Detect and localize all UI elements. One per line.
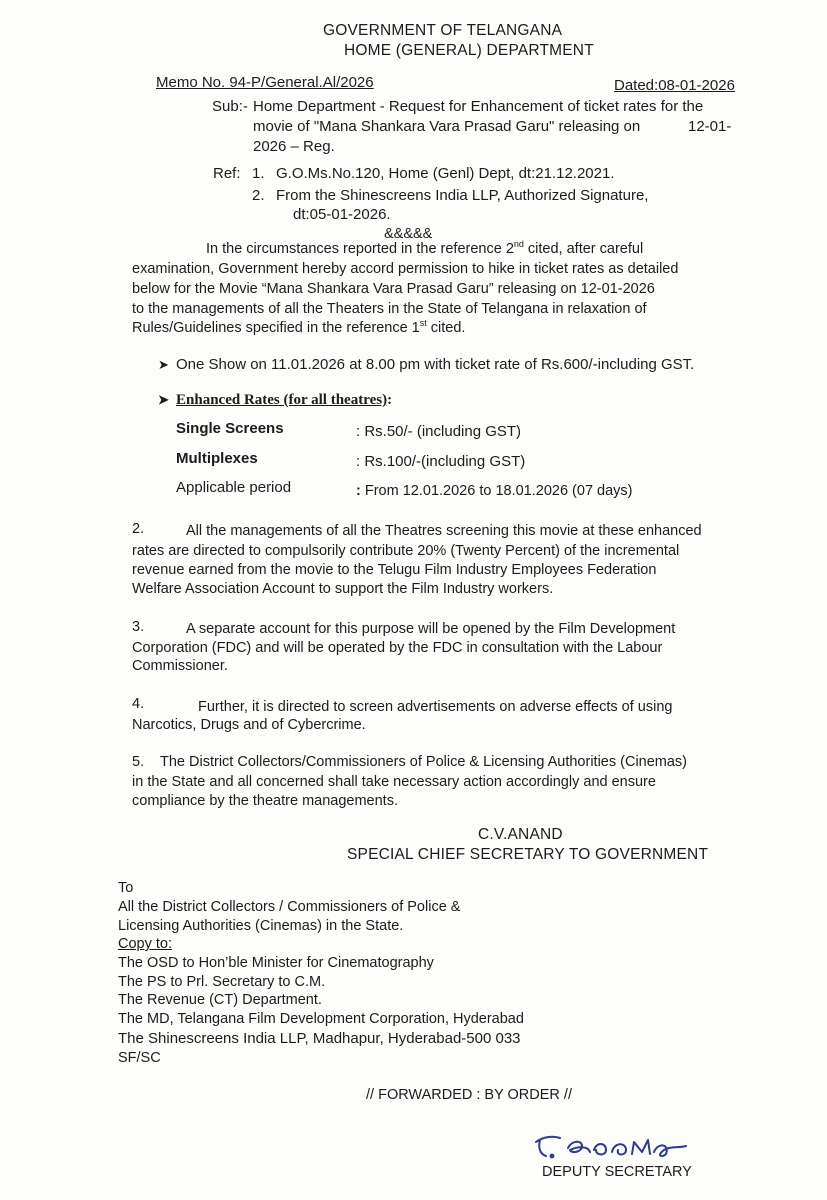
to-line-2: Licensing Authorities (Cinemas) in the State. — [118, 918, 404, 934]
para-3-line-3: Commissioner. — [132, 658, 228, 674]
intro-line-4: to the managements of all the Theaters in the State of Telangana in relaxation of — [132, 301, 647, 317]
para-5-number: 5. — [132, 754, 145, 770]
subject-line-3: 2026 – Reg. — [253, 138, 335, 155]
deputy-secretary-title: DEPUTY SECRETARY — [542, 1164, 692, 1180]
para-4-line-1: Further, it is directed to screen advertisements on adverse effects of using — [198, 699, 673, 715]
subject-line-1: Home Department - Request for Enhancement of ticket rates for the — [253, 98, 704, 115]
copy-to-label: Copy to: — [118, 936, 172, 952]
applicable-period-label: Applicable period — [176, 479, 292, 496]
separator: &&&&& — [384, 226, 433, 242]
government-heading: GOVERNMENT OF TELANGANA — [323, 22, 563, 39]
para-4-line-2: Narcotics, Drugs and of Cybercrime. — [132, 717, 366, 733]
handwritten-signature — [530, 1128, 720, 1168]
para-5-line-1: The District Collectors/Commissioners of Police & Licensing Authorities (Cinemas) — [160, 754, 688, 770]
forwarded-by-order: // FORWARDED : BY ORDER // — [366, 1087, 572, 1103]
para-2-line-1: All the managements of all the Theatres screening this movie at these enhanced — [186, 523, 702, 539]
para-2-line-2: rates are directed to compulsorily contribute 20% (Twenty Percent) of the incremental — [132, 543, 680, 559]
single-screens-rate: : Rs.50/- (including GST) — [356, 423, 522, 440]
subject-label: Sub:- — [212, 98, 248, 115]
para-2-number: 2. — [132, 521, 145, 537]
memo-number: Memo No. 94-P/General.Al/2026 — [156, 74, 374, 91]
para-5-line-3: compliance by the theatre managements. — [132, 793, 398, 809]
department-heading: HOME (GENERAL) DEPARTMENT — [344, 42, 594, 59]
copy-to-item: The MD, Telangana Film Development Corporation, Hyderabad — [118, 1011, 524, 1027]
signatory-name: C.V.ANAND — [478, 826, 563, 843]
bullet-arrow-icon: ➤ — [158, 392, 169, 407]
signatory-title: SPECIAL CHIEF SECRETARY TO GOVERNMENT — [347, 846, 709, 863]
para-4-number: 4. — [132, 696, 145, 712]
para-3-line-2: Corporation (FDC) and will be operated by the FDC in consultation with the Labour — [132, 640, 663, 656]
copy-to-item: The Revenue (CT) Department. — [118, 992, 322, 1008]
copy-to-item: The OSD to Hon’ble Minister for Cinematography — [118, 955, 434, 971]
movie-title: “Mana Shankara Vara Prasad Garu” — [261, 281, 494, 297]
reference-2-text: From the Shinescreens India LLP, Authorized Signature, — [276, 187, 649, 204]
show-bullet: ➤ One Show on 11.01.2026 at 8.00 pm with ticket rate of Rs.600/-including GST. — [158, 356, 695, 373]
intro-line-1: In the circumstances reported in the reference 2nd cited, after careful — [206, 239, 644, 257]
to-label: To — [118, 880, 134, 896]
enhanced-rates-heading: ➤ Enhanced Rates (for all theatres): — [158, 392, 393, 408]
para-2-line-4: Welfare Association Account to support the Film Industry workers. — [132, 581, 554, 597]
intro-line-2: examination, Government hereby accord permission to hike in ticket rates as detailed — [132, 261, 679, 277]
subject-line-2-date: 12-01- — [688, 118, 732, 135]
multiplexes-label: Multiplexes — [176, 450, 258, 467]
reference-label: Ref: — [213, 165, 241, 182]
para-3-number: 3. — [132, 619, 145, 635]
single-screens-label: Single Screens — [176, 420, 284, 437]
copy-to-item: SF/SC — [118, 1050, 161, 1066]
reference-1-text: G.O.Ms.No.120, Home (Genl) Dept, dt:21.12.2021. — [276, 165, 615, 182]
para-2-line-3: revenue earned from the movie to the Telugu Film Industry Employees Federation — [132, 562, 657, 578]
para-3-line-1: A separate account for this purpose will be opened by the Film Development — [186, 621, 676, 637]
reference-1-number: 1. — [252, 165, 265, 182]
reference-2-number: 2. — [252, 187, 265, 204]
intro-line-3: below for the Movie “Mana Shankara Vara Prasad Garu” releasing on 12-01-2026 — [132, 281, 655, 297]
to-line-1: All the District Collectors / Commissioners of Police & — [118, 899, 461, 915]
para-5-line-2: in the State and all concerned shall take necessary action accordingly and ensure — [132, 774, 656, 790]
multiplexes-rate: : Rs.100/-(including GST) — [356, 453, 526, 470]
applicable-period-value: : From 12.01.2026 to 18.01.2026 (07 days) — [356, 483, 633, 499]
intro-line-5: Rules/Guidelines specified in the reference 1st cited. — [132, 318, 466, 336]
copy-to-item: The PS to Prl. Secretary to C.M. — [118, 974, 326, 990]
memo-date: Dated:08-01-2026 — [614, 77, 735, 94]
copy-to-item: The Shinescreens India LLP, Madhapur, Hyderabad-500 033 — [118, 1030, 521, 1047]
subject-line-2: movie of "Mana Shankara Vara Prasad Garu" releasing on — [253, 118, 641, 135]
reference-2-date: dt:05-01-2026. — [293, 206, 391, 223]
bullet-arrow-icon: ➤ — [158, 357, 169, 372]
